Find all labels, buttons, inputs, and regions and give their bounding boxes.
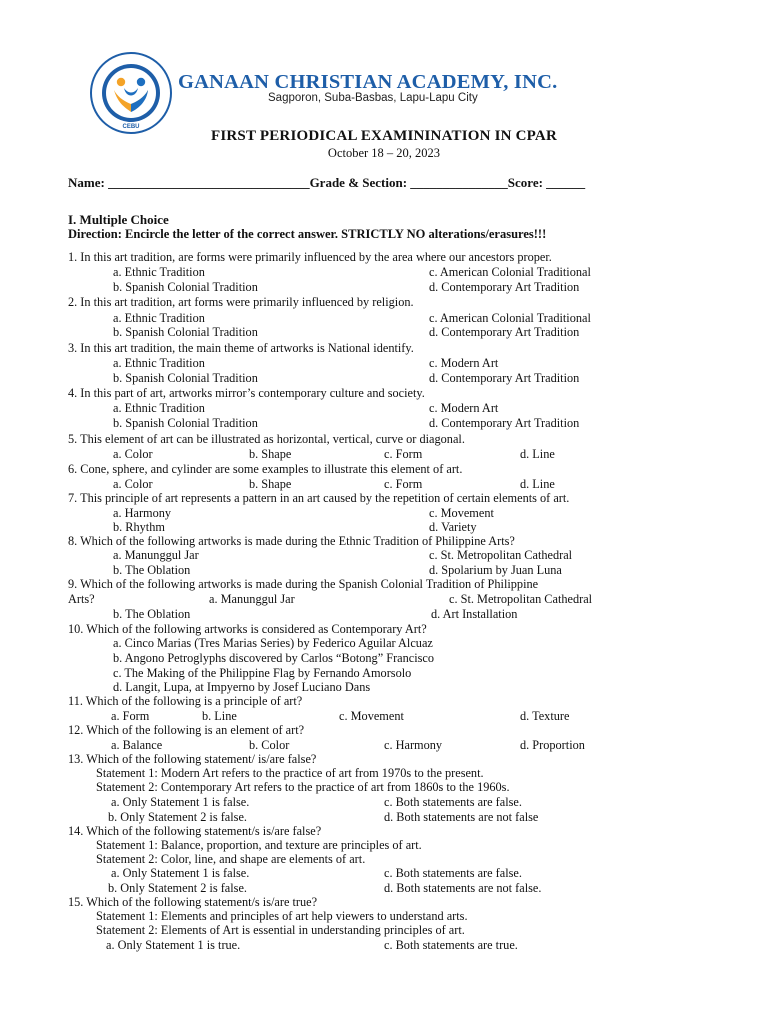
statement-13-2: Statement 2: Contemporary Art refers to the practice of art from 1860s to the 1960s. bbox=[96, 780, 510, 794]
option-4a[interactable]: a. Ethnic Tradition bbox=[113, 401, 205, 415]
option-7b[interactable]: b. Rhythm bbox=[113, 520, 165, 534]
statement-14-2: Statement 2: Color, line, and shape are elements of art. bbox=[96, 852, 366, 866]
option-1c[interactable]: c. American Colonial Traditional bbox=[429, 265, 591, 279]
option-1a[interactable]: a. Ethnic Tradition bbox=[113, 265, 205, 279]
option-4b[interactable]: b. Spanish Colonial Tradition bbox=[113, 416, 258, 430]
option-14d[interactable]: d. Both statements are not false. bbox=[384, 881, 542, 895]
question-4: 4. In this part of art, artworks mirror’s contemporary culture and society. bbox=[68, 386, 425, 400]
option-14b[interactable]: b. Only Statement 2 is false. bbox=[108, 881, 248, 895]
option-11c[interactable]: c. Movement bbox=[339, 709, 404, 723]
question-9: 9. Which of the following artworks is made during the Spanish Colonial Tradition of Philippine bbox=[68, 577, 539, 591]
option-11a[interactable]: a. Form bbox=[111, 709, 150, 723]
school-address: Sagporon, Suba-Basbas, Lapu-Lapu City bbox=[268, 92, 478, 104]
exam-date: October 18 – 20, 2023 bbox=[327, 146, 441, 160]
option-12d[interactable]: d. Proportion bbox=[520, 738, 585, 752]
student-info-line: Name: _______________________________Grade & Section: _______________Score: ______ bbox=[68, 175, 586, 190]
section-direction: Direction: Encircle the letter of the correct answer. STRICTLY NO alterations/erasures!!! bbox=[68, 227, 547, 241]
option-15c[interactable]: c. Both statements are true. bbox=[384, 938, 518, 952]
question-14: 14. Which of the following statement/s is/are false? bbox=[68, 824, 322, 838]
question-9-continued: Arts? bbox=[68, 592, 95, 606]
option-8d[interactable]: d. Spolarium by Juan Luna bbox=[429, 563, 562, 577]
option-4c[interactable]: c. Modern Art bbox=[429, 401, 499, 415]
option-6d[interactable]: d. Line bbox=[520, 477, 555, 491]
option-8c[interactable]: c. St. Metropolitan Cathedral bbox=[429, 548, 573, 562]
option-9c[interactable]: c. St. Metropolitan Cathedral bbox=[449, 592, 593, 606]
question-6: 6. Cone, sphere, and cylinder are some examples to illustrate this element of art. bbox=[68, 462, 463, 476]
option-6a[interactable]: a. Color bbox=[113, 477, 153, 491]
option-9b[interactable]: b. The Oblation bbox=[113, 607, 191, 621]
option-6b[interactable]: b. Shape bbox=[249, 477, 292, 491]
option-12c[interactable]: c. Harmony bbox=[384, 738, 443, 752]
option-13c[interactable]: c. Both statements are false. bbox=[384, 795, 522, 809]
option-11b[interactable]: b. Line bbox=[202, 709, 237, 723]
option-11d[interactable]: d. Texture bbox=[520, 709, 570, 723]
option-3c[interactable]: c. Modern Art bbox=[429, 356, 499, 370]
option-10b[interactable]: b. Angono Petroglyphs discovered by Carlos “Botong” Francisco bbox=[113, 651, 435, 665]
option-4d[interactable]: d. Contemporary Art Tradition bbox=[429, 416, 580, 430]
option-7a[interactable]: a. Harmony bbox=[113, 506, 172, 520]
option-2d[interactable]: d. Contemporary Art Tradition bbox=[429, 325, 580, 339]
option-1d[interactable]: d. Contemporary Art Tradition bbox=[429, 280, 580, 294]
option-7d[interactable]: d. Variety bbox=[429, 520, 477, 534]
option-14c[interactable]: c. Both statements are false. bbox=[384, 866, 522, 880]
option-12a[interactable]: a. Balance bbox=[111, 738, 163, 752]
statement-15-1: Statement 1: Elements and principles of art help viewers to understand arts. bbox=[96, 909, 468, 923]
option-2c[interactable]: c. American Colonial Traditional bbox=[429, 311, 591, 325]
option-10a[interactable]: a. Cinco Marias (Tres Marias Series) by Federico Aguilar Alcuaz bbox=[113, 636, 433, 650]
option-14a[interactable]: a. Only Statement 1 is false. bbox=[111, 866, 250, 880]
statement-14-1: Statement 1: Balance, proportion, and texture are principles of art. bbox=[96, 838, 422, 852]
option-3b[interactable]: b. Spanish Colonial Tradition bbox=[113, 371, 258, 385]
option-1b[interactable]: b. Spanish Colonial Tradition bbox=[113, 280, 258, 294]
option-12b[interactable]: b. Color bbox=[249, 738, 290, 752]
option-3a[interactable]: a. Ethnic Tradition bbox=[113, 356, 205, 370]
option-8a[interactable]: a. Manunggul Jar bbox=[113, 548, 199, 562]
school-logo-icon bbox=[90, 52, 172, 134]
logo-bottom-text: CEBU bbox=[122, 124, 140, 130]
option-6c[interactable]: c. Form bbox=[384, 477, 423, 491]
question-15: 15. Which of the following statement/s is/are true? bbox=[68, 895, 318, 909]
option-13b[interactable]: b. Only Statement 2 is false. bbox=[108, 810, 248, 824]
question-5: 5. This element of art can be illustrated as horizontal, vertical, curve or diagonal. bbox=[68, 432, 465, 446]
option-13d[interactable]: d. Both statements are not false bbox=[384, 810, 539, 824]
option-5b[interactable]: b. Shape bbox=[249, 447, 292, 461]
section-title: I. Multiple Choice bbox=[68, 212, 169, 227]
option-2a[interactable]: a. Ethnic Tradition bbox=[113, 311, 205, 325]
option-5a[interactable]: a. Color bbox=[113, 447, 153, 461]
question-11: 11. Which of the following is a principle of art? bbox=[68, 694, 303, 708]
question-10: 10. Which of the following artworks is considered as Contemporary Art? bbox=[68, 622, 427, 636]
option-3d[interactable]: d. Contemporary Art Tradition bbox=[429, 371, 580, 385]
question-2: 2. In this art tradition, art forms were primarily influenced by religion. bbox=[68, 295, 414, 309]
option-10d[interactable]: d. Langit, Lupa, at Impyerno by Josef Luciano Dans bbox=[113, 680, 371, 694]
option-5d[interactable]: d. Line bbox=[520, 447, 555, 461]
school-name: GANAAN CHRISTIAN ACADEMY, INC. bbox=[178, 71, 558, 93]
option-2b[interactable]: b. Spanish Colonial Tradition bbox=[113, 325, 258, 339]
question-7: 7. This principle of art represents a pattern in an art caused by the repetition of certain elements of art. bbox=[68, 491, 570, 505]
question-8: 8. Which of the following artworks is made during the Ethnic Tradition of Philippine Arts? bbox=[68, 534, 515, 548]
option-8b[interactable]: b. The Oblation bbox=[113, 563, 191, 577]
question-12: 12. Which of the following is an element of art? bbox=[68, 723, 305, 737]
option-13a[interactable]: a. Only Statement 1 is false. bbox=[111, 795, 250, 809]
exam-title: FIRST PERIODICAL EXAMININATION IN CPAR bbox=[211, 128, 557, 144]
statement-13-1: Statement 1: Modern Art refers to the practice of art from 1970s to the present. bbox=[96, 766, 484, 780]
statement-15-2: Statement 2: Elements of Art is essential in understanding principles of art. bbox=[96, 923, 465, 937]
question-1: 1. In this art tradition, are forms were primarily influenced by the area where our ancestors proper. bbox=[68, 250, 552, 264]
option-5c[interactable]: c. Form bbox=[384, 447, 423, 461]
option-7c[interactable]: c. Movement bbox=[429, 506, 494, 520]
question-13: 13. Which of the following statement/ is/are false? bbox=[68, 752, 317, 766]
question-3: 3. In this art tradition, the main theme of artworks is National identify. bbox=[68, 341, 414, 355]
option-15a[interactable]: a. Only Statement 1 is true. bbox=[106, 938, 241, 952]
option-9a[interactable]: a. Manunggul Jar bbox=[209, 592, 295, 606]
option-10c[interactable]: c. The Making of the Philippine Flag by Fernando Amorsolo bbox=[113, 666, 412, 680]
option-9d[interactable]: d. Art Installation bbox=[431, 607, 518, 621]
